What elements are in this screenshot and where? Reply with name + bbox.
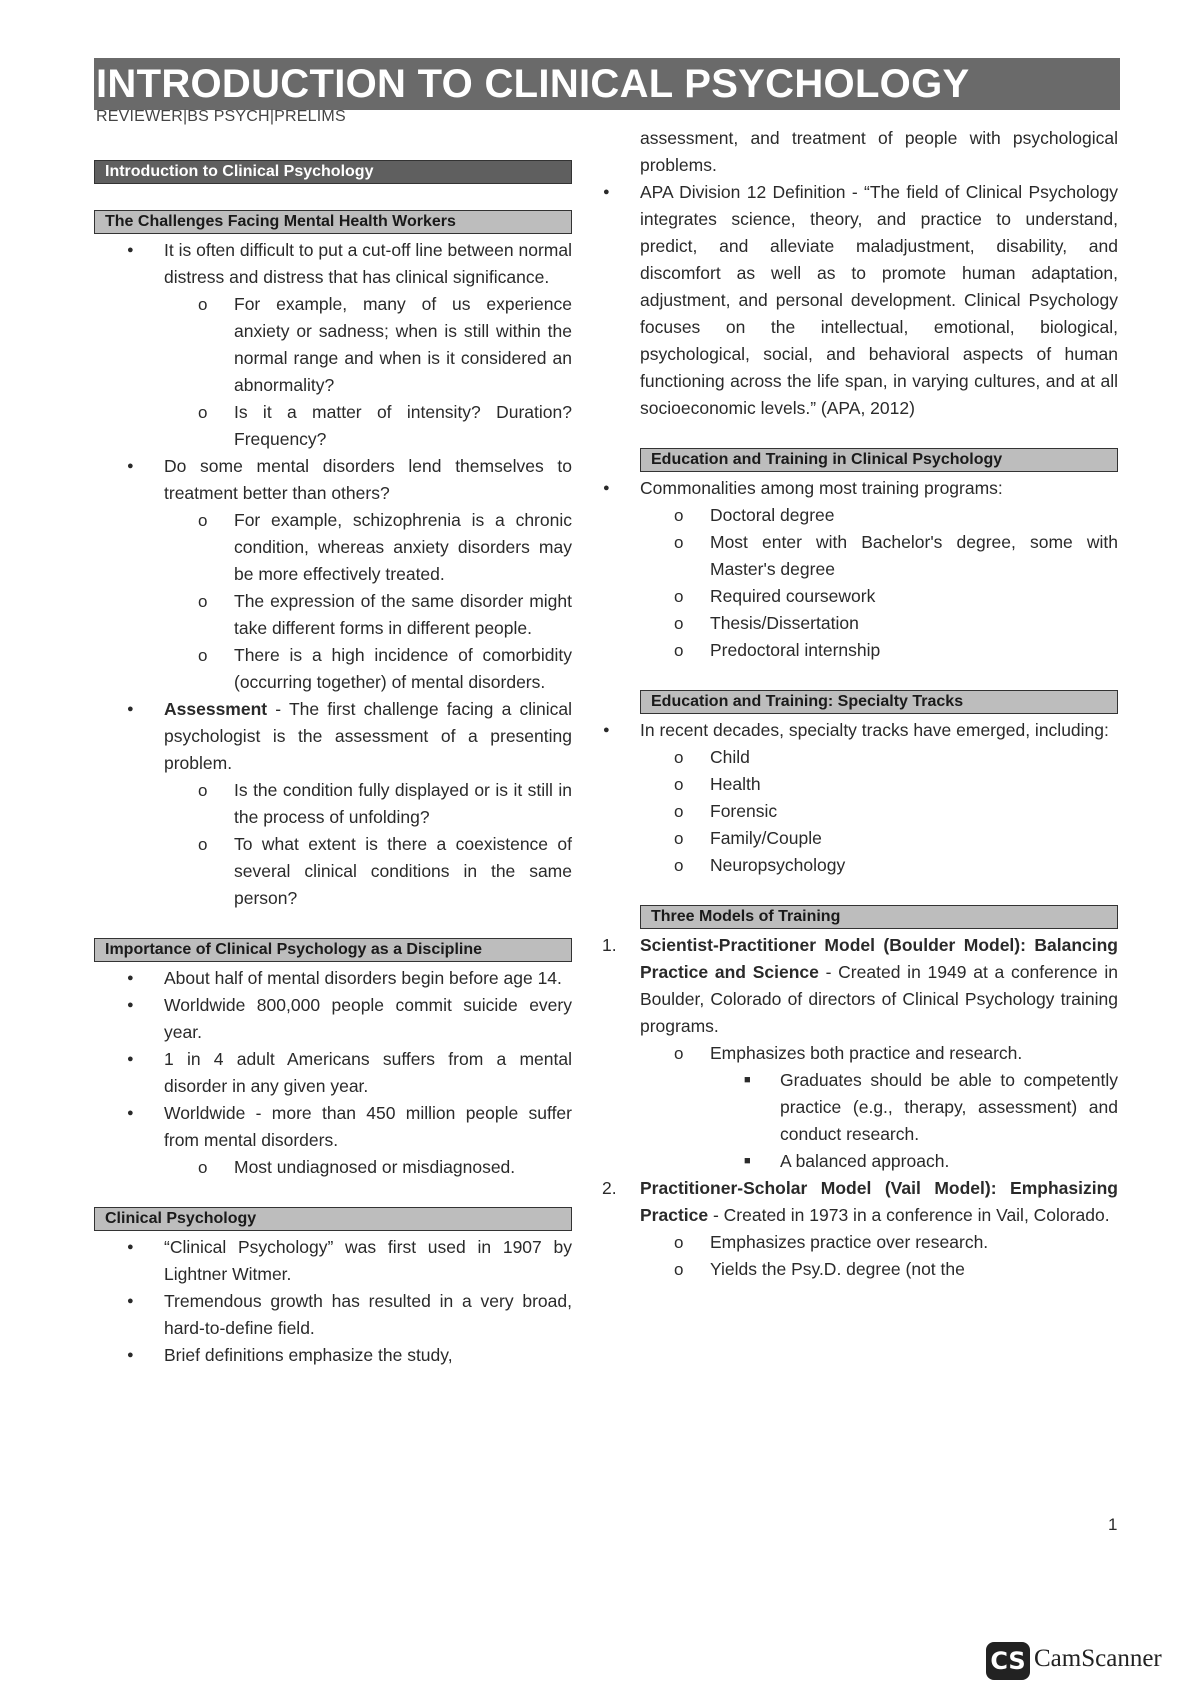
clinical-list [94,1234,572,1369]
list-item: ● In recent decades, specialty tracks have emerged, including: o Child o Health o Forensic o Family/Couple o Neuropsychology [570,717,1118,879]
right-column [602,125,1118,1283]
list-item: ● 1 in 4 adult Americans suffers from a mental disorder in any given year. [94,1046,572,1100]
list-item: o There is a high incidence of comorbidity (occurring together) of mental disorders. [164,642,572,696]
models-list [570,932,1118,1283]
list-item: o The expression of the same disorder might take different forms in different people. [164,588,572,642]
list-item: ● Do some mental disorders lend themselves to treatment better than others? o For example, schizophrenia is a chronic condition, whereas anxiety disorders may be more effectively treated. o The expression of the same disorder might take different forms in different people. o There is a high incidence of comorbidity (occurring together) of mental disorders. [94,453,572,696]
list-item: o Is the condition fully displayed or is it still in the process of unfolding? [164,777,572,831]
list-item: o Health [640,771,1118,798]
list-item: o To what extent is there a coexistence of several clinical conditions in the same person? [164,831,572,912]
section-heading-challenges: The Challenges Facing Mental Health Workers [94,210,572,234]
document-subtitle: REVIEWER|BS PSYCH|PRELIMS [96,108,346,125]
list-item: 1. Scientist-Practitioner Model (Boulder Model): Balancing Practice and Science - Created in 1949 at a conference in Boulder, Colorado of directors of Clinical Psychology training programs. o Emphasizes both practice and research. ■ Graduates should be able to competently practice (e.g., therapy, assessment) and conduct research. ■ A balanced approach. [570,932,1118,1175]
list-item: o Doctoral degree [640,502,1118,529]
list-item: ● Brief definitions emphasize the study, [94,1342,572,1369]
list-item: ● Assessment - The first challenge facing a clinical psychologist is the assessment of a presenting problem. o Is the condition fully displayed or is it still in the process of unfolding? o To what extent is there a coexistence of several clinical conditions in the same person? [94,696,572,912]
list-item: ● Worldwide - more than 450 million people suffer from mental disorders. o Most undiagnosed or misdiagnosed. [94,1100,572,1181]
list-item: ■ A balanced approach. [710,1148,1118,1175]
section-heading-clinical: Clinical Psychology [94,1207,572,1231]
list-item: ● Commonalities among most training programs: o Doctoral degree o Most enter with Bachelor's degree, some with Master's degree o Required coursework o Thesis/Dissertation o Predoctoral internship [570,475,1118,664]
list-item: o Required coursework [640,583,1118,610]
list-item: o Thesis/Dissertation [640,610,1118,637]
section-heading-importance: Importance of Clinical Psychology as a Discipline [94,938,572,962]
apa-list [570,179,1118,422]
list-item: ● About half of mental disorders begin before age 14. [94,965,572,992]
continued-text: assessment, and treatment of people with psychological problems. [640,128,1118,175]
list-item: ● It is often difficult to put a cut-off line between normal distress and distress that has clinical significance. o For example, many of us experience anxiety or sadness; when is still within the normal range and when is it considered an abnormality? o Is it a matter of intensity? Duration? Frequency? [94,237,572,453]
education-list [570,475,1118,664]
list-item: o For example, schizophrenia is a chronic condition, whereas anxiety disorders may be more effectively treated. [164,507,572,588]
page-number: 1 [1108,1515,1118,1534]
camscanner-watermark: CamScanner [1034,1645,1162,1672]
list-item: o Yields the Psy.D. degree (not the [640,1256,1118,1283]
list-item: o Is it a matter of intensity? Duration? Frequency? [164,399,572,453]
challenges-list [94,237,572,912]
list-item: o Predoctoral internship [640,637,1118,664]
list-item: o Emphasizes both practice and research. ■ Graduates should be able to competently practice (e.g., therapy, assessment) and conduct research. ■ A balanced approach. [640,1040,1118,1175]
list-item: o Most undiagnosed or misdiagnosed. [164,1154,572,1181]
section-heading-intro: Introduction to Clinical Psychology [94,160,572,184]
list-item: ● APA Division 12 Definition - “The field of Clinical Psychology integrates science, theory, and practice to understand, predict, and alleviate maladjustment, disability, and discomfort as well as to promote human adaptation, adjustment, and personal development. Clinical Psychology focuses on the intellectual, emotional, biological, psychological, social, and behavioral aspects of human functioning across the life span, in varying cultures, and at all socioeconomic levels.” (APA, 2012) [570,179,1118,422]
section-heading-education: Education and Training in Clinical Psychology [640,448,1118,472]
list-item: ● Tremendous growth has resulted in a very broad, hard-to-define field. [94,1288,572,1342]
section-heading-models: Three Models of Training [640,905,1118,929]
list-item: o Neuropsychology [640,852,1118,879]
camscanner-logo-icon: CS [986,1642,1030,1680]
list-item: o Forensic [640,798,1118,825]
section-heading-specialty: Education and Training: Specialty Tracks [640,690,1118,714]
assessment-term: Assessment [164,699,268,719]
list-item: o Emphasizes practice over research. [640,1229,1118,1256]
list-item: o For example, many of us experience anxiety or sadness; when is still within the normal range and when is it considered an abnormality? [164,291,572,399]
left-column [94,160,572,1369]
importance-list [94,965,572,1181]
list-item: 2. Practitioner-Scholar Model (Vail Model): Emphasizing Practice - Created in 1973 in a conference in Vail, Colorado. o Emphasizes practice over research. o Yields the Psy.D. degree (not the [570,1175,1118,1283]
list-item: ■ Graduates should be able to competently practice (e.g., therapy, assessment) and conduct research. [710,1067,1118,1148]
document-title: INTRODUCTION TO CLINICAL PSYCHOLOGY [94,58,1120,110]
specialty-list [570,717,1118,879]
list-item: o Most enter with Bachelor's degree, some with Master's degree [640,529,1118,583]
list-item: ● Worldwide 800,000 people commit suicide every year. [94,992,572,1046]
list-item: o Family/Couple [640,825,1118,852]
list-item: ● “Clinical Psychology” was first used in 1907 by Lightner Witmer. [94,1234,572,1288]
list-item: o Child [640,744,1118,771]
